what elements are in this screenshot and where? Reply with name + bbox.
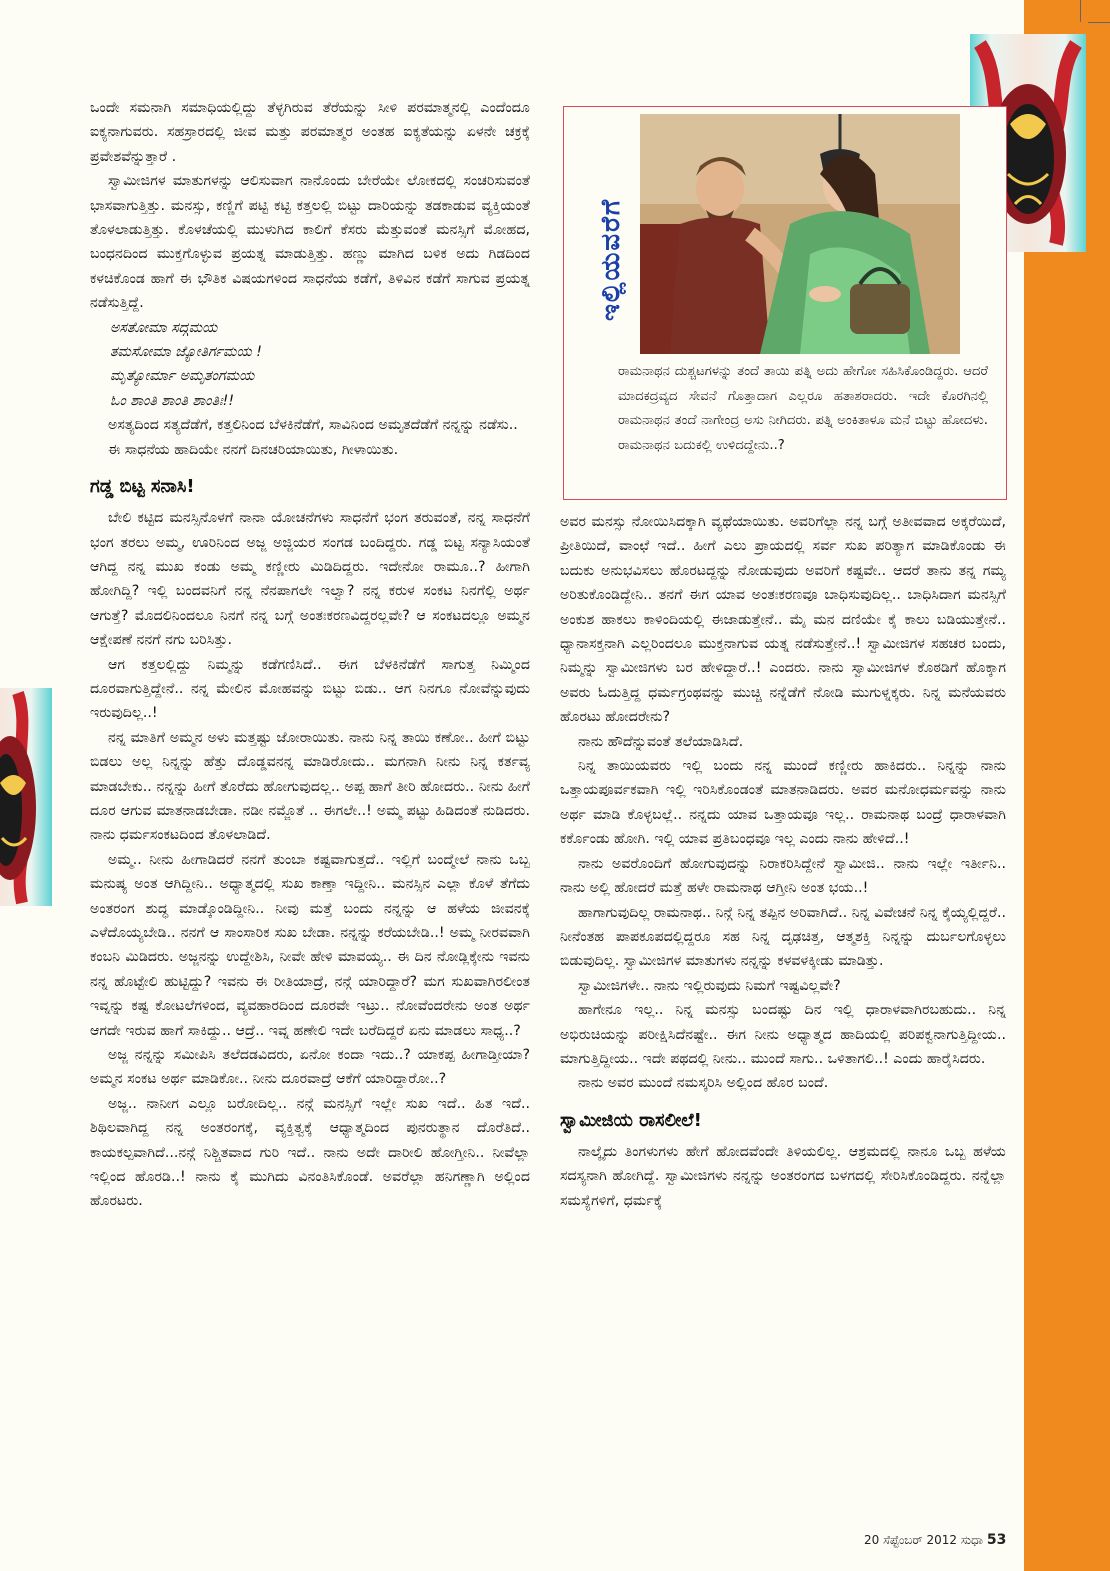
paragraph: ನಿನ್ನ ತಾಯಿಯವರು ಇಲ್ಲಿ ಬಂದು ನನ್ನ ಮುಂದೆ ಕಣ್ಣೀರು ಹಾಕಿದರು.. ನಿನ್ನನ್ನು ನಾನು ಒತ್ತಾಯಪೂರ್ವಕವಾಗಿ ಇಲ್ಲಿ ಇರಿಸಿಕೊಂಡಂತೆ ಮಾತನಾಡಿದರು. ಅವರ ಮನೋಧರ್ಮವನ್ನು ನಾನು ಅರ್ಥ ಮಾಡಿ ಕೊಳ್ಳಬಲ್ಲೆ.. ನನ್ನದು ಯಾವ ಒತ್ತಾಯವೂ ಇಲ್ಲ.. ರಾಮನಾಥ ಬಂದ್ರೆ ಧಾರಾಳವಾಗಿ ಕರ್ಕೊಂಡು ಹೋಗಿ. ಇಲ್ಲಿ ಯಾವ ಪ್ರತಿಬಂಧವೂ ಇಲ್ಲ ಎಂದು ನಾನು ಹೇಳಿದೆ..! [560,758,1006,848]
issue-date: 20 ಸೆಪ್ಟೆಂಬರ್ 2012 [864,1533,958,1547]
couple-illustration-icon [640,114,960,354]
paragraph: ನನ್ನ ಮಾತಿಗೆ ಅಮ್ಮನ ಅಳು ಮತ್ತಷ್ಟು ಜೋರಾಯಿತು. ನಾನು ನಿನ್ನ ತಾಯಿ ಕಣೋ.. ಹೀಗೆ ಬಿಟ್ಟು ಬಿಡಲು ಅಲ್ಲ ನಿನ್ನನ್ನು ಹೆತ್ತು ದೊಡ್ಡವನನ್ನ ಮಾಡಿರೋದು.. ಮಗನಾಗಿ ನೀನು ನಿನ್ನ ಕರ್ತವ್ಯ ಮಾಡಬೇಕು.. ನನ್ನನ್ನು ಹೀಗೆ ತೊರೆದು ಹೋಗುವುದಲ್ಲ.. ಅಪ್ಪ ಹಾಗೆ ತೀರಿ ಹೋದರು.. ನೀನು ಹೀಗೆ ದೂರ ಆಗುವ ಮಾತನಾಡಬೇಡಾ. ನಡೀ ನಮ್ಜೊತೆ .. ಈಗಲೇ..! ಅಮ್ಮ ಪಟ್ಟು ಹಿಡಿದಂತೆ ನುಡಿದರು. ನಾನು ಧರ್ಮಸಂಕಟದಿಂದ ತೊಳಲಾಡಿದೆ. [90,729,530,844]
crop-mark [1088,22,1110,23]
paragraph: ನಾನು ಹೌದೆನ್ನುವಂತೆ ತಲೆಯಾಡಿಸಿದೆ. [578,733,744,750]
page-number: 53 [986,1532,1007,1548]
paragraph: ಅವರ ಮನಸ್ಸು ನೋಯಿಸಿದಕ್ಕಾಗಿ ವ್ಯಥೆಯಾಯಿತು. ಅವರಿಗೆಲ್ಲಾ ನನ್ನ ಬಗ್ಗೆ ಅತೀವವಾದ ಅಕ್ಕರೆಯಿದೆ, ಪ್ರೀತಿಯಿದೆ, ವಾಂಛೆ ಇದೆ.. ಹೀಗೆ ಎಲು ಪ್ರಾಯದಲ್ಲಿ ಸರ್ವ ಸುಖ ಪರಿತ್ಯಾಗ ಮಾಡಿಕೊಂಡು ಈ ಬದುಕು ಅನುಭವಿಸಲು ಹೊರಟದ್ದನ್ನು ನೋಡುವುದು ಅವರಿಗೆ ಕಷ್ಟವೇ.. ಆದರೆ ತಾನು ತನ್ನ ಗಮ್ಯ ಅರಿತುಕೊಂಡಿದ್ದೇನಿ.. ತನಗೆ ಈಗ ಯಾವ ಅಂತಃಕರಣವೂ ಬಾಧಿಸುವುದಿಲ್ಲ.. ಬಾಧಿಸಿದಾಗ ಮನಸ್ಸಿಗೆ ಅಂಕುಶ ಹಾಕಲು ಕಾಳಿಂದಿಯಲ್ಲಿ ಈಜಾಡುತ್ತೇನೆ.. ಮೈ ಮನ ದಣಿಯೇ ಕೈ ಕಾಲು ಬಡಿಯುತ್ತೇನೆ.. ಧ್ಯಾನಾಸಕ್ತನಾಗಿ ಎಲ್ಲರಿಂದಲೂ ಮುಕ್ತನಾಗುವ ಯತ್ನ ನಡೆಸುತ್ತೇನೆ..! ಸ್ವಾಮೀಜಿಗಳ ಸಹಚರ ಬಂದು, ನಿಮ್ಮನ್ನು ಸ್ವಾಮೀಜಿಗಳು ಬರ ಹೇಳಿದ್ದಾರೆ..! ಎಂದರು. ನಾನು ಸ್ವಾಮೀಜಿಗಳ ಕೊಠಡಿಗೆ ಹೊಕ್ಕಾಗ ಅವರು ಓದುತ್ತಿದ್ದ ಧರ್ಮಗ್ರಂಥವನ್ನು ಮುಚ್ಚಿ ನನ್ನೆಡೆಗೆ ನೋಡಿ ಮುಗುಳ್ನಕ್ಕರು. ನಿನ್ನ ಮನೆಯವರು ಹೊರಟು ಹೋದರೇನು? [560,514,1006,726]
paragraph: ಒಂದೇ ಸಮನಾಗಿ ಸಮಾಧಿಯಲ್ಲಿದ್ದು ತೆಳ್ಳಗಿರುವ ತೆರೆಯನ್ನು ಸೀಳಿ ಪರಮಾತ್ಮನಲ್ಲಿ ಎಂದೆಂದೂ ಐಕ್ಯನಾಗುವರು. ಸಹಸ್ರಾರದಲ್ಲಿ ಜೀವ ಮತ್ತು ಪರಮಾತ್ಮರ ಅಂತಹ ಐಕ್ಯತೆಯನ್ನು ಏಳನೇ ಚಕ್ರಕ್ಕೆ ಪ್ರವೇಶವೆನ್ನುತ್ತಾರೆ . [90,100,530,165]
decorative-art-left [0,688,52,906]
verse-line: ಓಂ ಶಾಂತಿ ಶಾಂತಿ ಶಾಂತಿಃ!! [110,392,235,409]
paragraph: ಅಜ್ಜ ನನ್ನನ್ನು ಸಮೀಪಿಸಿ ತಲೆದಡವಿದರು, ಏನೋ ಕಂದಾ ಇದು..? ಯಾಕಪ್ಪ ಹೀಗಾಡ್ತೀಯಾ? ಅಮ್ಮನ ಸಂಕಟ ಅರ್ಥ ಮಾಡಿಕೋ.. ನೀನು ದೂರವಾದ್ರೆ ಆಕೆಗೆ ಯಾರಿದ್ದಾರೋ..? [90,1047,530,1088]
paragraph: ನಾನು ಅವರೊಂದಿಗೆ ಹೋಗುವುದನ್ನು ನಿರಾಕರಿಸಿದ್ದೇನೆ ಸ್ವಾಮೀಜಿ.. ನಾನು ಇಲ್ಲೇ ಇರ್ತೀನಿ.. ನಾನು ಅಲ್ಲಿ ಹೋದರೆ ಮತ್ತೆ ಹಳೇ ರಾಮನಾಥ ಆಗ್ತೀನಿ ಅಂತ ಭಯ..! [560,855,1006,897]
left-column [90,96,530,1214]
story-so-far-text: ರಾಮನಾಥನ ದುಶ್ಚಟಗಳನ್ನು ತಂದೆ ತಾಯಿ ಪತ್ನಿ ಅದು ಹೇಗೋ ಸಹಿಸಿಕೊಂಡಿದ್ದರು. ಆದರೆ ಮಾದಕದ್ರವ್ಯದ ಸೇವನೆ ಗೊತ್ತಾದಾಗ ಎಲ್ಲರೂ ಹತಾಶರಾದರು. ಇದೇ ಕೊರಗಿನಲ್ಲಿ ರಾಮನಾಥನ ತಂದೆ ನಾಗೇಂದ್ರ ಅಸು ನೀಗಿದರು. ಪತ್ನಿ ಅಂಕಿತಾಳೂ ಮನೆ ಬಿಟ್ಟು ಹೋದಳು. ರಾಮನಾಥನ ಬದುಕಲ್ಲಿ ಉಳಿದದ್ದೇನು..? [618,364,988,453]
section-heading: ಸ್ವಾಮೀಜಿಯ ರಾಸಲೀಲೆ! [560,1109,702,1131]
paragraph: ಆಗ ಕತ್ತಲಲ್ಲಿದ್ದು ನಿಮ್ಮನ್ನು ಕಡೆಗಣಿಸಿದೆ.. ಈಗ ಬೆಳಕಿನೆಡೆಗೆ ಸಾಗುತ್ತ ನಿಮ್ಮಿಂದ ದೂರವಾಗುತ್ತಿದ್ದೇನೆ.. ನನ್ನ ಮೇಲಿನ ಮೋಹವನ್ನು ಬಿಟ್ಟು ಬಿಡು.. ಆಗ ನಿನಗೂ ನೋವೆನ್ನುವುದು ಇರುವುದಿಲ್ಲ..! [90,656,530,722]
paragraph: ಹಾಗಾಗುವುದಿಲ್ಲ ರಾಮನಾಥ.. ನಿನ್ಗೆ ನಿನ್ನ ತಪ್ಪಿನ ಅರಿವಾಗಿದೆ.. ನಿನ್ನ ವಿವೇಚನೆ ನಿನ್ನ ಕೈಯ್ಯಲ್ಲಿದ್ದರೆ.. ನೀನೆಂತಹ ಪಾಪಕೂಪದಲ್ಲಿದ್ದರೂ ಸಹ ನಿನ್ನ ದೃಢಚಿತ್ತ, ಆತ್ಮಶಕ್ತಿ ನಿನ್ನನ್ನು ದುರ್ಬಲಗೊಳ್ಳಲು ಬಿಡುವುದಿಲ್ಲ. ಸ್ವಾಮೀಜಿಗಳ ಮಾತುಗಳು ನನ್ನನ್ನು ಕಳವಳಕ್ಕೀಡು ಮಾಡಿತ್ತು. [560,904,1006,970]
paragraph: ಸ್ವಾಮೀಜಿಗಳೇ.. ನಾನು ಇಲ್ಲಿರುವುದು ನಿಮಗೆ ಇಷ್ಟವಿಲ್ಲವೇ? [578,977,841,994]
right-column [560,510,1006,1213]
paragraph: ಅಸತ್ಯದಿಂದ ಸತ್ಯದೆಡೆಗೆ, ಕತ್ತಲಿನಿಂದ ಬೆಳಕಿನೆಡೆಗೆ, ಸಾವಿನಿಂದ ಅಮೃತದೆಡೆಗೆ ನನ್ನನ್ನು ನಡೆಸು.. [108,417,518,434]
verse-line: ಮೃತ್ಯೋರ್ಮಾ ಅಮೃತಂಗಮಯ [110,368,255,385]
story-so-far-label: ಇಲ್ಲಿಯವರೆಗೆ [596,198,626,322]
paragraph: ನಾನು ಅವರ ಮುಂದೆ ನಮಸ್ಕರಿಸಿ ಅಲ್ಲಿಂದ ಹೊರ ಬಂದೆ. [578,1075,829,1092]
paragraph: ಸ್ವಾಮೀಜಿಗಳ ಮಾತುಗಳನ್ನು ಆಲಿಸುವಾಗ ನಾನೊಂದು ಬೇರೆಯೇ ಲೋಕದಲ್ಲಿ ಸಂಚರಿಸುವಂತೆ ಭಾಸವಾಗುತ್ತಿತ್ತು. ಮನಸ್ಸು, ಕಣ್ಣಿಗೆ ಪಟ್ಟಿ ಕಟ್ಟಿ ಕತ್ತಲಲ್ಲಿ ಬಿಟ್ಟು ದಾರಿಯನ್ನು ತಡಕಾಡುವ ವ್ಯಕ್ತಿಯಂತೆ ತೊಳಲಾಡುತ್ತಿತ್ತು. ಕೊಳಚೆಯಲ್ಲಿ ಮುಳುಗಿದ ಕಾಲಿಗೆ ಕೆಸರು ಮೆತ್ತುವಂತೆ ಮನಸ್ಸಿಗೆ ಮೋಹದ, ಬಂಧನದಿಂದ ಮುಕ್ತಗೊಳ್ಳುವ ಪ್ರಯತ್ನ ಮಾಡುತ್ತಿತ್ತು. ಹಣ್ಣು ಮಾಗಿದ ಬಳಿಕ ಅದು ಗಿಡದಿಂದ ಕಳಚಿಕೊಂಡ ಹಾಗೆ ಈ ಭೌತಿಕ ವಿಷಯಗಳಿಂದ ಸಾಧನೆಯ ಕಡೆಗೆ, ತಿಳಿವಿನ ಕಡೆಗೆ ಸಾಗುವ ಪ್ರಯತ್ನ ನಡೆಸುತ್ತಿದ್ದೆ. [90,173,530,312]
paragraph: ಅಜ್ಜ.. ನಾನೀಗ ಎಲ್ಲೂ ಬರೋದಿಲ್ಲ.. ನನ್ಗೆ ಮನಸ್ಸಿಗೆ ಇಲ್ಲೇ ಸುಖ ಇದೆ.. ಹಿತ ಇದೆ.. ಶಿಥಿಲವಾಗಿದ್ದ ನನ್ನ ಅಂತರಂಗಕ್ಕೆ, ವ್ಯಕ್ತಿತ್ವಕ್ಕೆ ಆಧ್ಯಾತ್ಮದಿಂದ ಪುನರುತ್ಥಾನ ದೊರೆತಿದೆ.. ಕಾಯಕಲ್ಪವಾಗಿದೆ...ನನ್ಗೆ ನಿಶ್ಚಿತವಾದ ಗುರಿ ಇದೆ.. ನಾನು ಅದೇ ದಾರೀಲಿ ಹೋಗ್ತೀನಿ.. ನೀವೆಲ್ಲಾ ಇಲ್ಲಿಂದ ಹೊರಡಿ..! ನಾನು ಕೈ ಮುಗಿದು ವಿನಂತಿಸಿಕೊಂಡೆ. ಅವರೆಲ್ಲಾ ಹನಿಗಣ್ಣಾಗಿ ಅಲ್ಲಿಂದ ಹೊರಟರು. [90,1095,530,1210]
crop-mark [1080,0,1081,22]
paragraph: ಅಮ್ಮ.. ನೀನು ಹೀಗಾಡಿದರೆ ನನಗೆ ತುಂಬಾ ಕಷ್ಟವಾಗುತ್ತದೆ.. ಇಲ್ಲಿಗೆ ಬಂದ್ಮೇಲೆ ನಾನು ಒಬ್ಬ ಮನುಷ್ಯ ಅಂತ ಆಗಿದ್ದೀನಿ.. ಅಧ್ಯಾತ್ಮದಲ್ಲಿ ಸುಖ ಕಾಣ್ತಾ ಇದ್ದೀನಿ.. ಮನಸ್ಸಿನ ಎಲ್ಲಾ ಕೊಳೆ ತೆಗೆದು ಅಂತರಂಗ ಶುದ್ಧ ಮಾಡ್ಕೊಂಡಿದ್ದೀನಿ.. ನೀವು ಮತ್ತೆ ಬಂದು ನನ್ನನ್ನು ಆ ಹಳೆಯ ಜೀವನಕ್ಕೆ ಎಳೆದೊಯ್ಯಬೇಡಿ.. ನನಗೆ ಆ ಸಾಂಸಾರಿಕ ಸುಖ ಬೇಡಾ. ನನ್ನನ್ನು ಕರೆಯಬೇಡಿ..! ಅಮ್ಮ ನೀರವವಾಗಿ ಕಂಬನಿ ಮಿಡಿದರು. ಅಜ್ಜನನ್ನು ಉದ್ದೇಶಿಸಿ, ನೀವೇ ಹೇಳಿ ಮಾವಯ್ಯ.. ಈ ದಿನ ನೋಡ್ಲಿಕ್ಕೇನು ಇವನು ನನ್ನ ಹೊಟ್ಟೇಲಿ ಹುಟ್ಟಿದ್ದು? ಇವನು ಈ ರೀತಿಯಾದ್ರೆ, ನನ್ಗೆ ಯಾರಿದ್ದಾರೆ? ಮಗ ಸುಖವಾಗಿರಲೀಂತ ಇವ್ನನ್ನು ಕಷ್ಟ ಕೋಟಲೆಗಳಿಂದ, ವ್ಯವಹಾರದಿಂದ ದೂರವೇ ಇಟ್ರು.. ನೋವೆಂದರೇನು ಅಂತ ಅರ್ಥ ಆಗದೇ ಇರುವ ಹಾಗೆ ಸಾಕಿದ್ದು.. ಆದ್ರೆ.. ಇವ್ನ ಹಣೇಲಿ ಇದೇ ಬರೆದಿದ್ದರೆ ಏನು ಮಾಡಲು ಸಾಧ್ಯ..? [90,851,530,1039]
paragraph: ಬೇಲಿ ಕಟ್ಟಿದ ಮನಸ್ಸಿನೊಳಗೆ ನಾನಾ ಯೋಚನೆಗಳು ಸಾಧನೆಗೆ ಭಂಗ ತರುವಂತೆ, ನನ್ನ ಸಾಧನೆಗೆ ಭಂಗ ತರಲು ಅಮ್ಮ, ಊರಿನಿಂದ ಅಜ್ಜ ಅಜ್ಜಿಯರ ಸಂಗಡ ಬಂದಿದ್ದರು. ಗಡ್ಡ ಬಿಟ್ಟ ಸನ್ಯಾಸಿಯಂತೆ ಆಗಿದ್ದ ನನ್ನ ಮುಖ ಕಂಡು ಅಮ್ಮ ಕಣ್ಣೀರು ಮಿಡಿದಿದ್ದರು. ಇದೇನೋ ರಾಮೂ..? ಹೀಗಾಗಿ ಹೋಗಿದ್ದಿ? ಇಲ್ಲಿ ಬಂದವನಿಗೆ ನನ್ನ ನೆನಪಾಗಲೇ ಇಲ್ವಾ? ನನ್ನ ಕರುಳ ಸಂಕಟ ನಿನಗೆಲ್ಲಿ ಅರ್ಥ ಆಗುತ್ತೆ? ಮೊದಲಿನಿಂದಲೂ ನಿನಗೆ ನನ್ನ ಬಗ್ಗೆ ಅಂತಃಕರಣವಿದ್ದರಲ್ಲವೇ? ಆ ಸಂಕಟದಲ್ಲೂ ಅಮ್ಮನ ಆಕ್ಷೇಪಣೆ ನನಗೆ ನಗು ಬರಿಸಿತ್ತು. [90,510,530,649]
verse-line: ಅಸತೋಮಾ ಸದ್ಗಮಯ [110,319,218,336]
section-heading: ಗಡ್ಡ ಬಿಟ್ಟ ಸನಾಸಿ! [90,476,195,498]
paragraph: ನಾಲ್ಕೈದು ತಿಂಗಳುಗಳು ಹೇಗೆ ಹೋದವೆಂದೇ ತಿಳಿಯಲಿಲ್ಲ. ಆಶ್ರಮದಲ್ಲಿ ನಾನೂ ಒಬ್ಬ ಹಳೆಯ ಸದಸ್ಯನಾಗಿ ಹೋಗಿದ್ದೆ. ಸ್ವಾಮೀಜಿಗಳು ನನ್ನನ್ನು ಅಂತರಂಗದ ಬಳಗದಲ್ಲಿ ಸೇರಿಸಿಕೊಂಡಿದ್ದರು. ನನ್ನೆಲ್ಲಾ ಸಮಸ್ಯೆಗಳಿಗೆ, ಧರ್ಮಕ್ಕೆ [560,1143,1006,1209]
paragraph: ಹಾಗೇನೂ ಇಲ್ಲ.. ನಿನ್ನ ಮನಸ್ಸು ಬಂದಷ್ಟು ದಿನ ಇಲ್ಲಿ ಧಾರಾಳವಾಗಿರಬಹುದು.. ನಿನ್ನ ಅಭಿರುಚಿಯನ್ನು ಪರೀಕ್ಷಿಸಿದೆನಷ್ಟೇ.. ಈಗ ನೀನು ಅಧ್ಯಾತ್ಮದ ಹಾದಿಯಲ್ಲಿ ಪರಿಪಕ್ವನಾಗುತ್ತಿದ್ದೀಯ.. ಮಾಗುತ್ತಿದ್ದೀಯ.. ಇದೇ ಪಥದಲ್ಲಿ ನೀನು.. ಮುಂದೆ ಸಾಗು.. ಒಳಿತಾಗಲಿ..! ಎಂದು ಹಾರೈಸಿದರು. [560,1002,1006,1067]
magazine-name: ಸುಧಾ [960,1533,984,1547]
page-footer [864,1532,1006,1548]
verse-line: ತಮಸೋಮಾ ಜ್ಯೋತಿರ್ಗಮಯ ! [110,344,262,361]
paragraph: ಈ ಸಾಧನೆಯ ಹಾದಿಯೇ ನನಗೆ ದಿನಚರಿಯಾಯಿತು, ಗೀಳಾಯಿತು. [108,441,399,458]
